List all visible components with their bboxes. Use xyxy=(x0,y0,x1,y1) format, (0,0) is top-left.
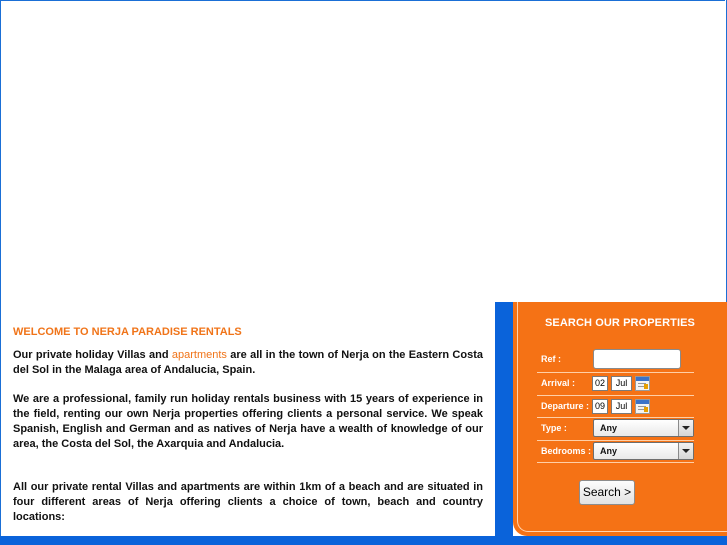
bedrooms-label: Bedrooms : xyxy=(541,446,592,456)
departure-month-select[interactable]: Jul xyxy=(611,399,632,414)
bedrooms-row xyxy=(537,440,694,462)
apartments-link[interactable]: apartments xyxy=(171,349,227,361)
ref-row xyxy=(537,349,694,371)
top-frame-line xyxy=(0,0,725,1)
departure-row xyxy=(537,395,694,417)
left-frame-line xyxy=(0,0,1,545)
type-select[interactable] xyxy=(593,419,694,437)
ref-input[interactable] xyxy=(593,349,681,369)
intro-text-after: are all in the town of Nerja on the Eastern Costa del Sol in the Malaga area of Andalucia, Spain. xyxy=(13,349,483,376)
search-panel-title: SEARCH OUR PROPERTIES xyxy=(544,317,695,329)
calendar-icon[interactable] xyxy=(635,399,650,414)
bedrooms-select[interactable] xyxy=(593,442,694,460)
blue-side-strip xyxy=(495,302,513,536)
bedrooms-select-value: Any xyxy=(600,446,618,456)
calendar-icon[interactable] xyxy=(635,376,650,391)
departure-day-select[interactable]: 09 xyxy=(592,399,608,414)
about-paragraph: We are a professional, family run holiday rentals business with 15 years of experience in the field, renting our own Nerja properties offering clients a personal service. We speak Spanish, English and German and as natives of Nerja have a wealth of knowledge of our area, the Costa del Sol, the Axarquia and Andalucia. xyxy=(13,393,483,450)
departure-label: Departure : xyxy=(541,401,590,411)
intro-text-before: Our private holiday Villas and xyxy=(13,349,172,361)
arrival-month-select[interactable]: Jul xyxy=(611,376,632,391)
chevron-down-icon xyxy=(678,420,693,436)
bottom-bar xyxy=(0,536,727,545)
ref-label: Ref : xyxy=(541,354,561,364)
chevron-down-icon xyxy=(678,443,693,459)
intro-paragraph xyxy=(13,348,483,378)
type-label: Type : xyxy=(541,423,567,433)
arrival-label: Arrival : xyxy=(541,378,576,388)
welcome-heading: WELCOME TO NERJA PARADISE RENTALS xyxy=(13,326,242,338)
arrival-row xyxy=(537,372,694,394)
type-select-value: Any xyxy=(600,423,618,433)
locations-paragraph: All our private rental Villas and apartments are within 1km of a beach and are situated in four different areas of Nerja offering clients a choice of town, beach and country locations: xyxy=(13,481,483,523)
row-divider xyxy=(537,462,694,463)
type-row xyxy=(537,417,694,439)
arrival-day-select[interactable]: 02 xyxy=(592,376,608,391)
search-button[interactable]: Search > xyxy=(579,480,635,505)
welcome-section xyxy=(13,326,483,525)
